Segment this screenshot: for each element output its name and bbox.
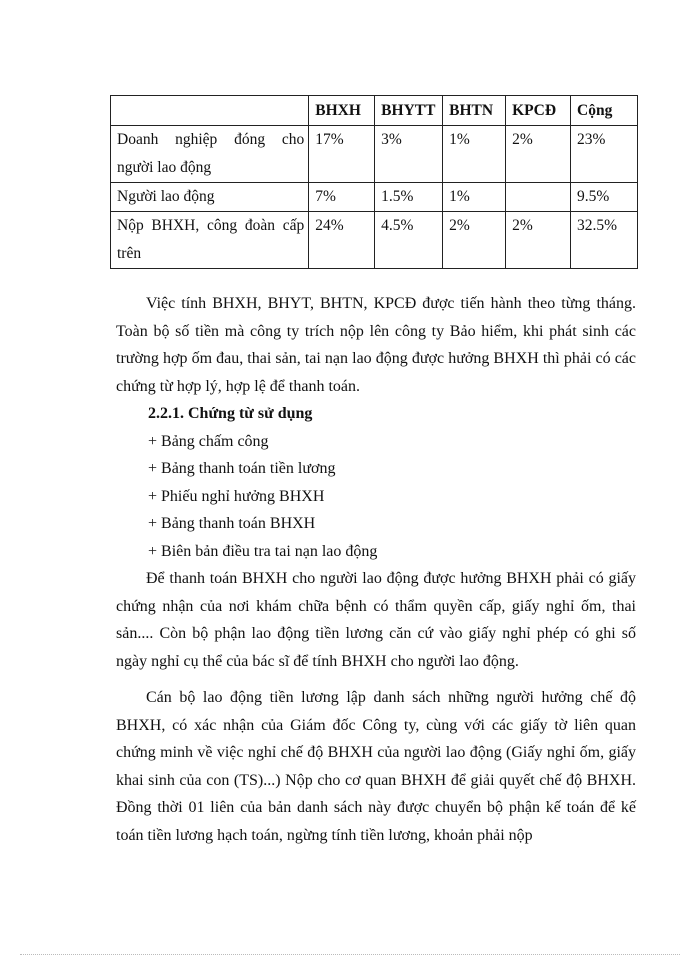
document-list [116,428,636,566]
table-cell: 1.5% [375,183,443,212]
table-header-cell: BHXH [309,96,375,126]
list-item: + Bảng chấm công [148,432,269,450]
table-row-label: Người lao động [111,183,309,212]
table-cell: 9.5% [571,183,638,212]
table-cell: 1% [443,126,506,183]
list-item: + Phiếu nghỉ hưởng BHXH [148,487,325,505]
list-item: + Bảng thanh toán tiền lương [148,460,336,477]
body-text [116,290,636,849]
insurance-rates-table [110,95,638,269]
table-row [111,183,638,212]
paragraph-3: Cán bộ lao động tiền lương lập danh sách những người hưởng chế độ BHXH, có xác nhận của Giám đốc Công ty, cùng với các giấy tờ liên quan chứng minh về việc nghỉ chế độ BHXH của người lao động (Giấy nghỉ ốm, giấy khai sinh của con (TS)...) Nộp cho cơ quan BHXH để giải quyết chế độ BHXH. Đồng thời 01 liên của bản danh sách này được chuyển bộ phận kế toán để kế toán tiền lương hạch toán, ngừng tính tiền lương, khoản phải nộp [116,689,636,844]
table-cell [506,183,571,212]
table-row-label: Doanh nghiệp đóng cho người lao động [111,126,309,183]
table-cell: 32.5% [571,212,638,269]
section-heading: 2.2.1. Chứng từ sử dụng [148,405,313,422]
table-cell: 17% [309,126,375,183]
table-row [111,212,638,269]
list-item: + Bảng thanh toán BHXH [148,515,316,532]
table-cell: 2% [443,212,506,269]
table-cell: 3% [375,126,443,183]
table-cell: 23% [571,126,638,183]
table-header-cell: BHTN [443,96,506,126]
table-row [111,126,638,183]
table-header-cell: KPCĐ [506,96,571,126]
paragraph-2: Để thanh toán BHXH cho người lao động được hưởng BHXH phải có giấy chứng nhận của nơi khám chữa bệnh có thẩm quyền cấp, giấy nghỉ ốm, thai sản.... Còn bộ phận lao động tiền lương căn cứ vào giấy nghỉ phép có ghi số ngày nghỉ cụ thể của bác sĩ để tính BHXH cho người lao động. [116,570,636,670]
table-row-label: Nộp BHXH, công đoàn cấp trên [111,212,309,269]
list-item: + Biên bản điều tra tai nạn lao động [148,542,378,560]
table-cell: 7% [309,183,375,212]
table-header-cell [111,96,309,126]
table-header-row [111,96,638,126]
page-bottom-divider [20,954,680,955]
table-header-cell: BHYTT [375,96,443,126]
table-cell: 24% [309,212,375,269]
paragraph-1: Việc tính BHXH, BHYT, BHTN, KPCĐ được tiến hành theo từng tháng. Toàn bộ số tiền mà công ty trích nộp lên công ty Bảo hiểm, khi phát sinh các trường hợp ốm đau, thai sản, tai nạn lao động được hưởng BHXH thì phải có các chứng từ hợp lý, hợp lệ để thanh toán. [116,295,636,395]
table-cell: 4.5% [375,212,443,269]
table-cell: 2% [506,212,571,269]
table-cell: 2% [506,126,571,183]
table-cell: 1% [443,183,506,212]
table-header-cell: Cộng [571,96,638,126]
